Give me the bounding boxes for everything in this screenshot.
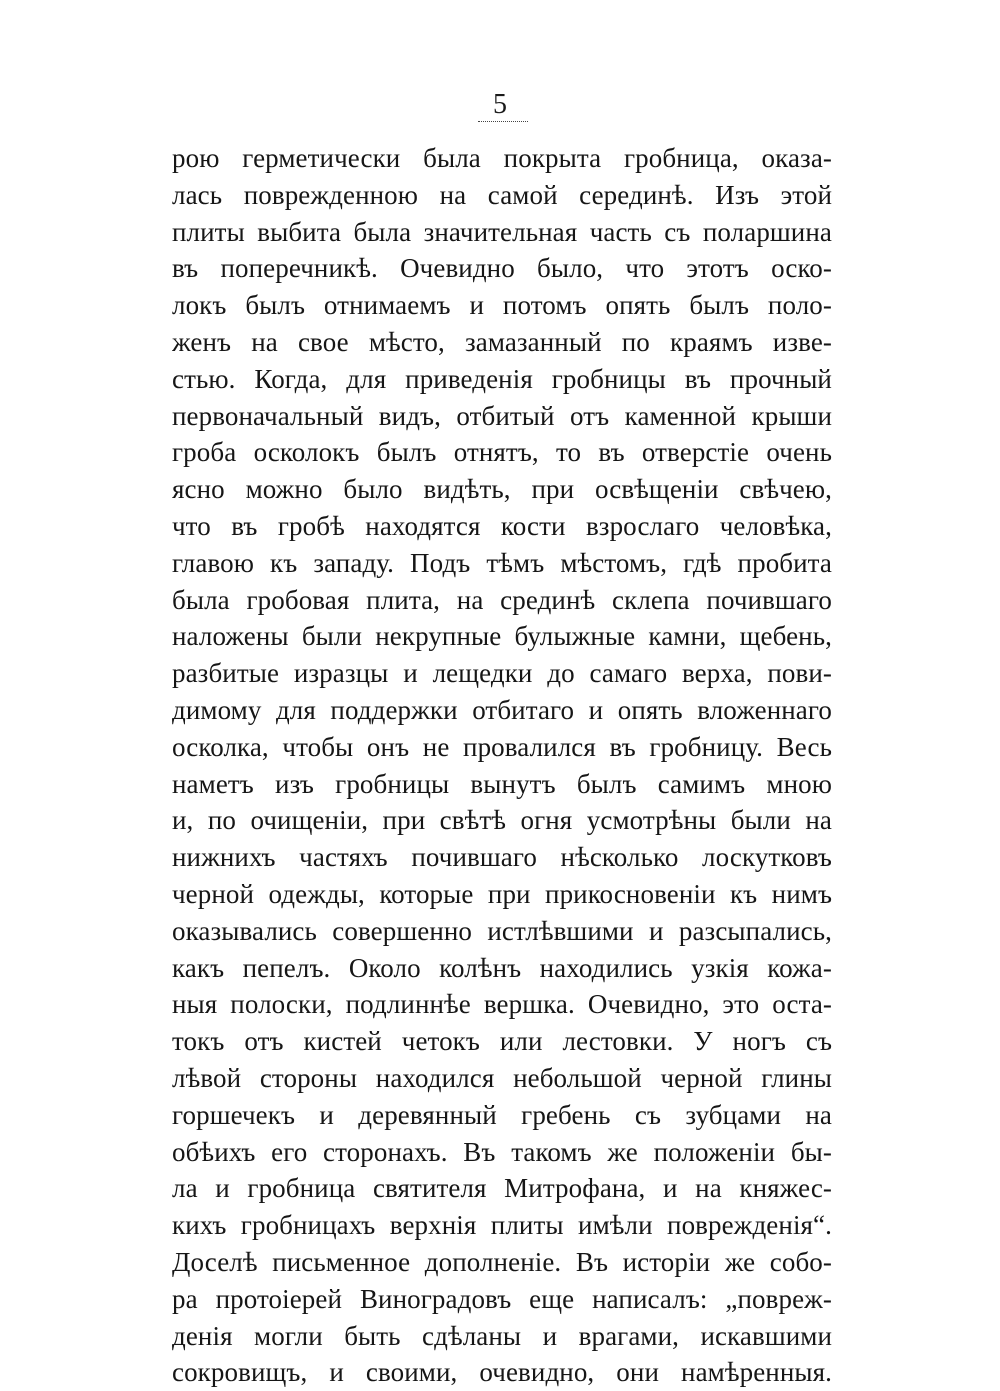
text-line: черной одежды, которые при прикосновеніи къ нимъ <box>172 878 832 909</box>
text-line: гроба осколокъ былъ отнятъ, то въ отверстіе очень <box>172 437 832 468</box>
text-line: осколка, чтобы онъ не провалился въ гробницу. Весь <box>172 731 832 762</box>
text-line: первоначальный видъ, отбитый отъ каменной крыши <box>172 400 832 431</box>
text-line: ясно можно было видѣть, при освѣщеніи свѣчею, <box>172 474 832 505</box>
text-line: наложены были некрупные булыжные камни, щебень, <box>172 621 832 652</box>
text-line: токъ отъ кистей четокъ или лестовки. У ногъ съ <box>172 1026 832 1057</box>
text-line: ра протоіерей Виноградовъ еще написалъ: „повреж- <box>172 1283 832 1314</box>
text-line: женъ на свое мѣсто, замазанный по краямъ изве- <box>172 326 832 357</box>
text-line: нижнихъ частяхъ почившаго нѣсколько лоскутковъ <box>172 842 832 873</box>
page-number: 5 <box>493 89 507 120</box>
text-line: въ поперечникѣ. Очевидно было, что этотъ оско- <box>172 253 832 284</box>
text-line: сокровищъ, и своими, очевидно, они намѣренныя. <box>172 1357 832 1388</box>
text-line: наметъ изъ гробницы вынутъ былъ самимъ мною <box>172 768 832 799</box>
text-line: разбитые изразцы и лещедки до самаго верха, пови- <box>172 658 832 689</box>
text-line: что въ гробѣ находятся кости взрослаго человѣка, <box>172 510 832 541</box>
text-line: кихъ гробницахъ верхнія плиты имѣли поврежденія“. <box>172 1210 832 1241</box>
text-line: плиты выбита была значительная часть съ поларшина <box>172 216 832 247</box>
text-line: лѣвой стороны находился небольшой черной глины <box>172 1062 832 1093</box>
text-line: Доселѣ письменное дополненіе. Въ исторіи же собо- <box>172 1246 832 1277</box>
text-line: лась поврежденною на самой серединѣ. Изъ этой <box>172 179 832 210</box>
text-line: рою герметически была покрыта гробница, оказа- <box>172 143 832 173</box>
text-line: главою къ западу. Подъ тѣмъ мѣстомъ, гдѣ пробита <box>172 547 832 578</box>
text-line: стью. Когда, для приведенія гробницы въ прочный <box>172 363 832 394</box>
text-line: ныя полоски, подлиннѣе вершка. Очевидно, это оста- <box>172 989 832 1020</box>
text-line: была гробовая плита, на срединѣ склепа почившаго <box>172 584 832 615</box>
text-line: горшечекъ и деревянный гребень съ зубцами на <box>172 1099 832 1130</box>
text-line: и, по очищеніи, при свѣтѣ огня усмотрѣны были на <box>172 805 832 836</box>
page-number-rule <box>478 121 528 122</box>
text-line: ла и гробница святителя Митрофана, и на княжес- <box>172 1173 832 1204</box>
text-line: обѣихъ его сторонахъ. Въ такомъ же положеніи бы- <box>172 1136 832 1167</box>
text-line: какъ пепелъ. Около колѣнъ находились узкія кожа- <box>172 952 832 983</box>
text-line: денія могли быть сдѣланы и врагами, искавшими <box>172 1320 832 1351</box>
text-line: димому для поддержки отбитаго и опять вложеннаго <box>172 694 832 725</box>
text-line: оказывались совершенно истлѣвшими и разсыпались, <box>172 915 832 946</box>
body-text <box>172 140 832 1391</box>
text-line: локъ былъ отнимаемъ и потомъ опять былъ поло- <box>172 290 832 321</box>
